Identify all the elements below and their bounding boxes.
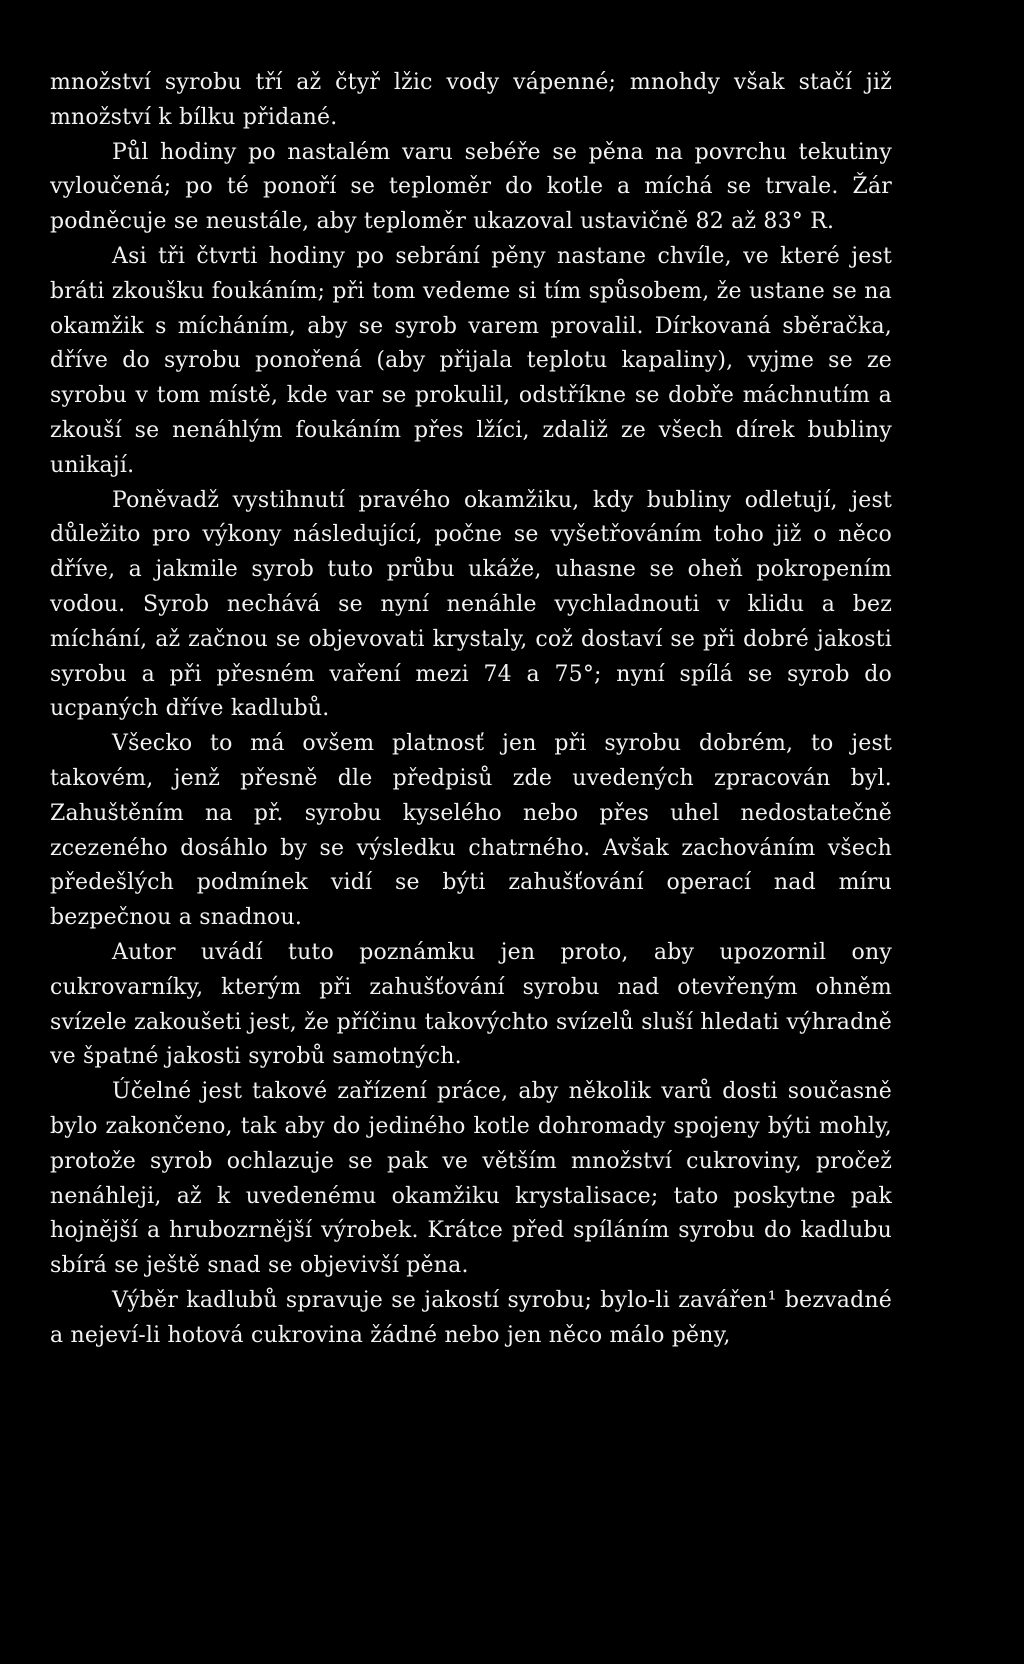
paragraph-8: Výběr kadlubů spravuje se jakostí syrobu; bylo-li zavářen¹ bezvadné a nejeví-li hotová cukrovina žádné nebo jen něco málo pěny, bbox=[50, 1287, 892, 1348]
paragraph-3: Asi tři čtvrti hodiny po sebrání pěny nastane chvíle, ve které jest bráti zkoušku foukáním; při tom vedeme si tím spůsobem, že ustane se na okamžik s mícháním, aby se syrob varem provalil. Dírkovaná sběračka, dříve do syrobu ponořená (aby přijala teplotu kapaliny), vyjme se ze syrobu v tom místě, kde var se prokulil, odstříkne se dobře máchnutím a zkouší se nenáhlým foukáním přes lžíci, zdaliž ze všech dírek bubliny unikají. bbox=[50, 243, 892, 478]
paragraph-5: Všecko to má ovšem platnosť jen při syrobu dobrém, to jest takovém, jenž přesně dle předpisů zde uvedených zpracován byl. Zahuštěním na př. syrobu kyselého nebo přes uhel nedostatečně zcezeného dosáhlo by se výsledku chatrného. Avšak zachováním všech předešlých podmínek vidí se býti zahušťování operací nad míru bezpečnou a snadnou. bbox=[50, 731, 892, 931]
paragraph-1: množství syrobu tří až čtyř lžic vody vápenné; mnohdy však stačí již množství k bílku přidané. bbox=[50, 70, 892, 130]
paragraph-6: Autor uvádí tuto poznámku jen proto, aby upozornil ony cukrovarníky, kterým při zahušťování syrobu nad otevřeným ohněm svízele zakoušeti jest, že příčinu takovýchto svízelů sluší hledati výhradně ve špatné jakosti syrobů samotných. bbox=[50, 939, 892, 1070]
paragraph-2: Půl hodiny po nastalém varu sebéře se pěna na povrchu tekutiny vyloučená; po té ponoří se teploměr do kotle a míchá se trvale. Žár podněcuje se neustále, aby teploměr ukazoval ustavičně 82 až 83° R. bbox=[50, 139, 892, 235]
document-page bbox=[50, 66, 892, 1353]
paragraph-4: Poněvadž vystihnutí pravého okamžiku, kdy bubliny odletují, jest důležito pro výkony následující, počne se vyšetřováním toho již o něco dříve, a jakmile syrob tuto průbu ukáže, uhasne se oheň pokropením vodou. Syrob nechává se nyní nenáhle vychladnouti v klidu a bez míchání, až začnou se objevovati krystaly, což dostaví se při dobré jakosti syrobu a při přesném vaření mezi 74 a 75°; nyní spílá se syrob do ucpaných dříve kadlubů. bbox=[50, 487, 892, 722]
paragraph-7: Účelné jest takové zařízení práce, aby několik varů dosti současně bylo zakončeno, tak aby do jediného kotle dohromady spojeny býti mohly, protože syrob ochlazuje se pak ve větším množství cukroviny, pročež nenáhleji, až k uvedenému okamžiku krystalisace; tato poskytne pak hojnější a hrubozrnější výrobek. Krátce před spíláním syrobu do kadlubu sbírá se ještě snad se objevivší pěna. bbox=[50, 1079, 892, 1279]
